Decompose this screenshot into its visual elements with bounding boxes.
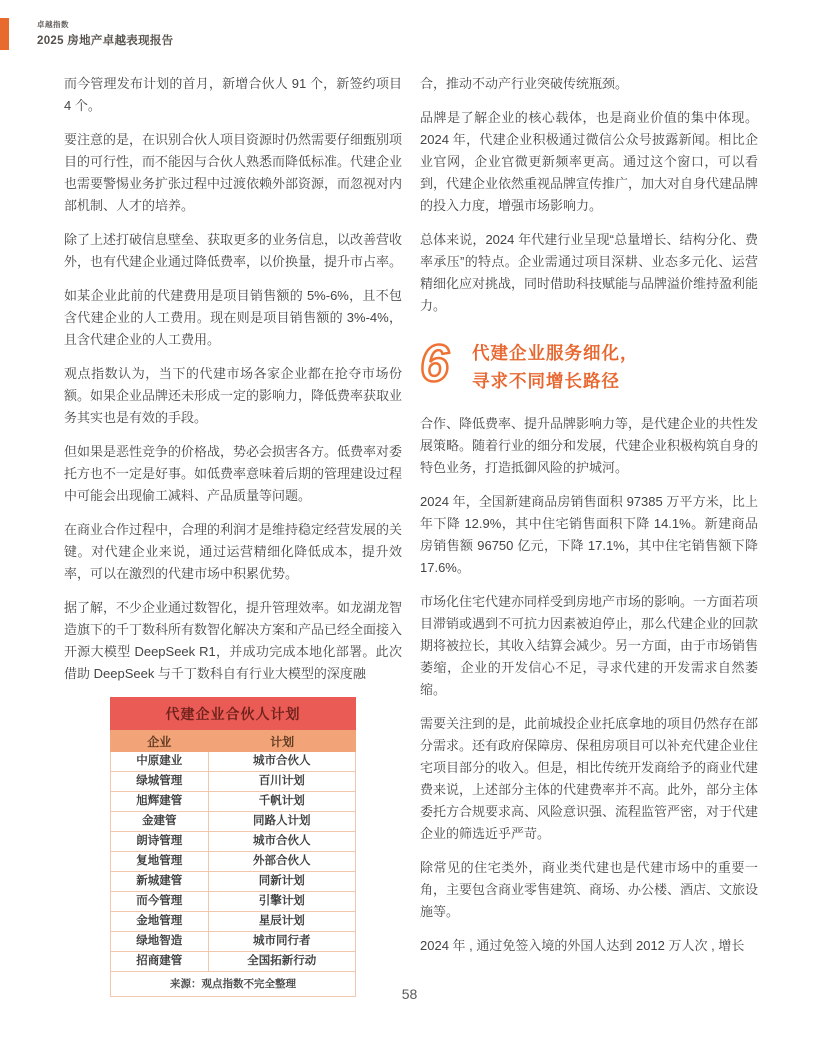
paragraph: 而今管理发布计划的首月，新增合伙人 91 个，新签约项目 4 个。: [64, 76, 402, 113]
paragraph: 据了解，不少企业通过数智化，提升管理效率。如龙湖龙智造旗下的千丁数科所有数智化解决方案和产品已经全面接入开源大模型 DeepSeek R1，并成功完成本地化部署。此次借助 DeepSeek 与千丁数科自有行业大模型的深度融: [64, 600, 403, 681]
table-row: [111, 872, 355, 892]
brand-text: [37, 18, 173, 50]
table-cell-plan: 全国拓新行动: [247, 955, 317, 967]
table-header-plan: 计划: [270, 735, 295, 749]
table-cell-plan: 星辰计划: [258, 915, 305, 927]
paragraph: 品牌是了解企业的核心载体，也是商业价值的集中体现。2024 年，代建企业积极通过微信公众号披露新闻。相比企业官网，企业官微更新频率更高。通过这个窗口，可以看到，代建企业依然重视品牌宣传推广，加大对自身代建品牌的投入力度，增强市场影响力。: [420, 110, 759, 213]
table-cell-company: 而今管理: [111, 892, 209, 911]
paragraph: 2024 年，全国新建商品房销售面积 97385 万平方米，比上年下降 12.9%，其中住宅销售面积下降 14.1%。新建商品房销售额 96750 亿元，下降 17.1%，其中住宅销售额下降 17.6%。: [420, 494, 758, 575]
report-title: 2025 房地产卓越表现报告: [37, 35, 174, 47]
paragraph: 在商业合作过程中，合理的利润才是维持稳定经营发展的关键。对代建企业来说，通过运营精细化降低成本，提升效率，可以在激烈的代建市场中积累优势。: [64, 522, 403, 581]
table-row: [111, 952, 355, 972]
paragraph: 但如果是恶性竞争的价格战，势必会损害各方。低费率对委托方也不一定是好事。如低费率意味着后期的管理建设过程中可能会出现偷工减料、产品质量等问题。: [64, 444, 403, 503]
page-header: [0, 18, 173, 50]
paragraph: 要注意的是，在识别合伙人项目资源时仍然需要仔细甄别项目的可行性，而不能因与合伙人熟悉而降低标准。代建企业也需要警惕业务扩张过程中过渡依赖外部资源，而忽视对内部机制、人才的培养。: [64, 132, 403, 213]
paragraph: 市场化住宅代建亦同样受到房地产市场的影响。一方面若项目滞销或遇到不可抗力因素被迫停止，那么代建企业的回款期将被拉长，其收入结算会减少。另一方面，由于市场销售萎缩，企业的开发信心不足，寻求代建的开发需求自然萎缩。: [420, 594, 759, 697]
table-cell-plan: 城市同行者: [253, 935, 311, 947]
paragraph: 除了上述打破信息壁垒、获取更多的业务信息，以改善营收外，也有代建企业通过降低费率，以价换量，提升市占率。: [64, 232, 403, 269]
table-cell-plan: 同路人计划: [253, 815, 311, 827]
section-number: 6: [420, 335, 449, 393]
paragraph: 需要关注到的是，此前城投企业托底拿地的项目仍然存在部分需求。还有政府保障房、保租房项目可以补充代建企业住宅项目部分的收入。但是，相比传统开发商给予的商业代建费来说，上述部分主体的代建费率并不高。此外，部分主体委托方合规要求高、风险意识强、流程监管严密，对于代建企业的筛选近乎严苛。: [420, 716, 759, 841]
left-column: [64, 73, 402, 997]
table-row: [111, 772, 355, 792]
table-header-company: 企业: [147, 735, 172, 749]
table-title: 代建企业合伙人计划: [110, 697, 356, 730]
table-cell-company: 金建管: [111, 812, 209, 831]
partner-plan-table: [110, 697, 356, 997]
table-cell-plan: 千帆计划: [258, 795, 305, 807]
table-cell-company: 朗诗管理: [111, 832, 209, 851]
table-cell-plan: 城市合伙人: [253, 835, 311, 847]
table-cell-company: 金地管理: [111, 912, 209, 931]
right-column: [420, 73, 758, 997]
table-row: [111, 792, 355, 812]
section-title-line2: 寻求不同增长路径: [472, 371, 620, 391]
table-cell-company: 旭辉建管: [111, 792, 209, 811]
table-row: [111, 852, 355, 872]
table-row: [111, 932, 355, 952]
brand-mark: [0, 18, 9, 50]
paragraph: 2024 年 , 通过免签入境的外国人达到 2012 万人次 , 增长: [420, 938, 745, 953]
brand-small-label: 卓越指数: [37, 20, 69, 29]
paragraph: 除常见的住宅类外，商业类代建也是代建市场中的重要一角，主要包含商业零售建筑、商场、办公楼、酒店、文旅设施等。: [420, 860, 759, 919]
table-cell-plan: 外部合伙人: [253, 855, 311, 867]
table-header-row: [110, 730, 356, 752]
table-row: [111, 752, 355, 772]
section-title-line1: 代建企业服务细化，: [472, 343, 639, 363]
table-source-note: 来源：观点指数不完全整理: [110, 972, 356, 997]
content-columns: [64, 73, 758, 997]
section-title: [472, 339, 639, 395]
table-cell-company: 招商建管: [111, 952, 209, 971]
table-cell-plan: 引擎计划: [258, 895, 305, 907]
table-cell-company: 绿城管理: [111, 772, 209, 791]
table-cell-company: 新城建管: [111, 872, 209, 891]
table-body: [110, 752, 356, 972]
page-number: 58: [401, 986, 418, 1002]
table-row: [111, 892, 355, 912]
paragraph: 如某企业此前的代建费用是项目销售额的 5%-6%，且不包含代建企业的人工费用。现在则是项目销售额的 3%-4%，且含代建企业的人工费用。: [64, 288, 402, 347]
table-row: [111, 912, 355, 932]
section-heading: [420, 333, 758, 395]
paragraph: 合作、降低费率、提升品牌影响力等，是代建企业的共性发展策略。随着行业的细分和发展，代建企业积极构筑自身的特色业务，打造抵御风险的护城河。: [420, 416, 759, 475]
table-cell-plan: 同新计划: [258, 875, 305, 887]
paragraph: 观点指数认为，当下的代建市场各家企业都在抢夺市场份额。如果企业品牌还未形成一定的影响力，降低费率获取业务其实也是有效的手段。: [64, 366, 403, 425]
table-row: [111, 832, 355, 852]
table-cell-company: 中原建业: [111, 752, 209, 771]
table-cell-company: 复地管理: [111, 852, 209, 871]
table-row: [111, 812, 355, 832]
table-cell-plan: 城市合伙人: [253, 755, 311, 767]
paragraph: 总体来说，2024 年代建行业呈现“总量增长、结构分化、费率承压”的特点。企业需通过项目深耕、业态多元化、运营精细化应对挑战，同时借助科技赋能与品牌溢价维持盈利能力。: [420, 232, 759, 313]
table-cell-plan: 百川计划: [258, 775, 305, 787]
table-cell-company: 绿地智造: [111, 932, 209, 951]
paragraph: 合，推动不动产行业突破传统瓶颈。: [420, 76, 629, 91]
